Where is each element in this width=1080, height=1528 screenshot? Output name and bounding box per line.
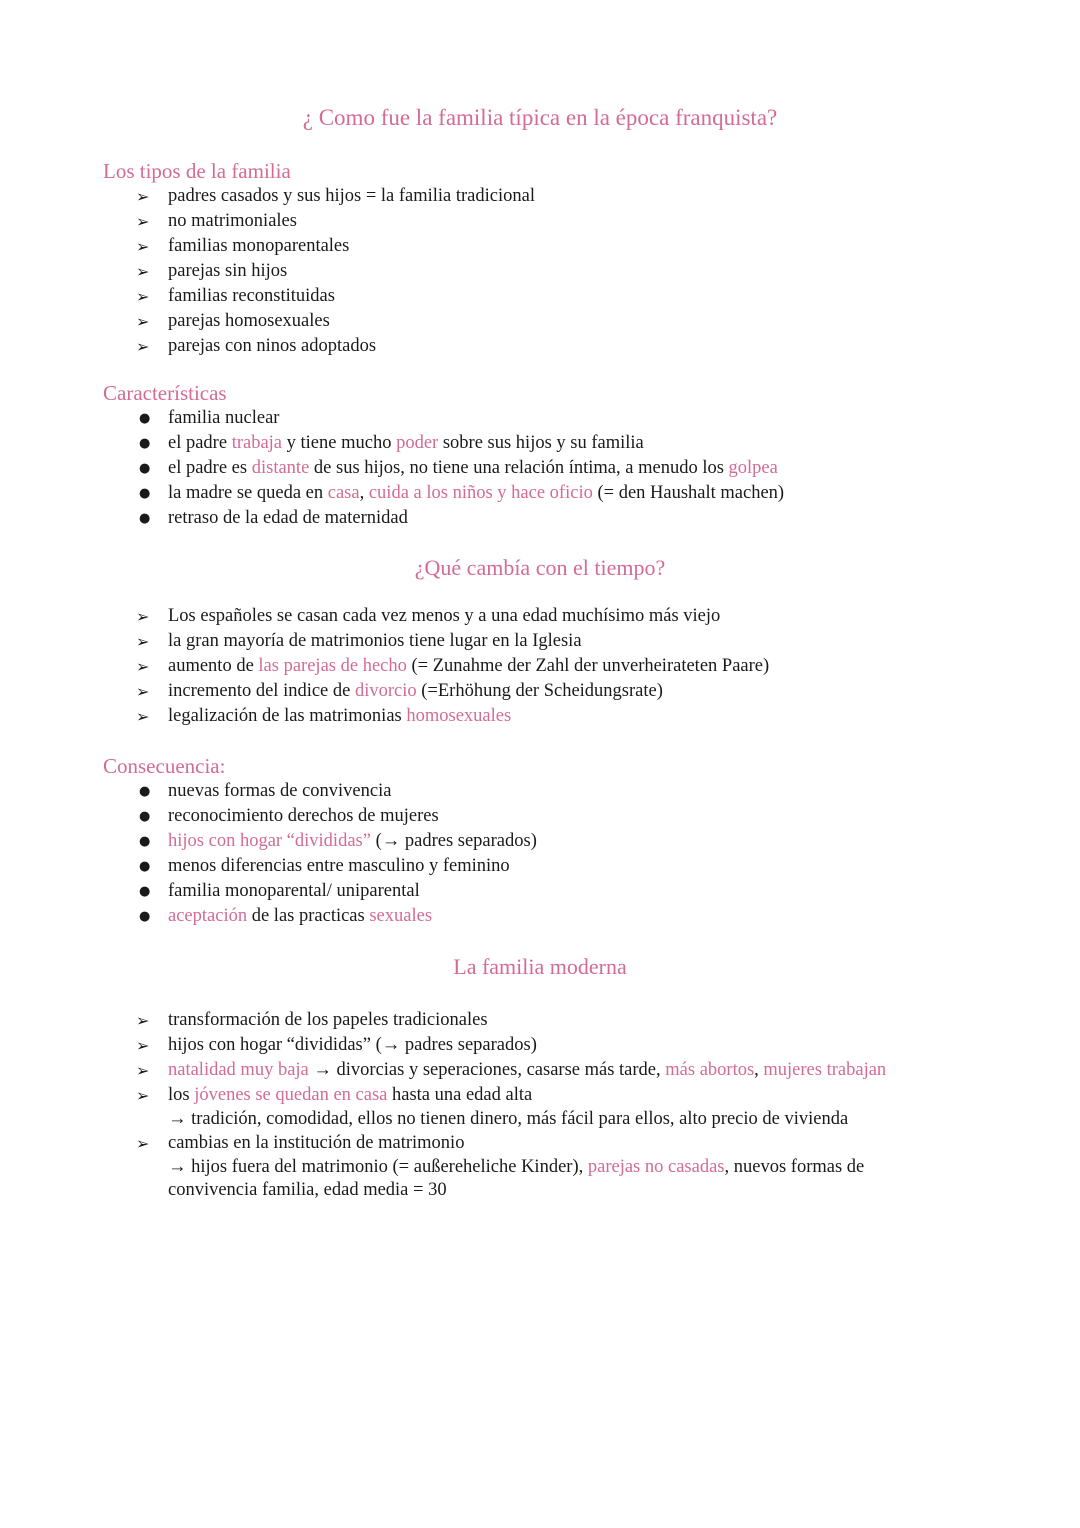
list-item: ● familia nuclear xyxy=(0,406,1000,431)
dot-bullet-icon: ● xyxy=(139,834,151,849)
list-item: ➢ incremento del indice de divorcio (=Erhöhung der Scheidungsrate) xyxy=(0,679,1000,704)
arrow-bullet-icon: ➢ xyxy=(136,262,150,281)
arrow-bullet-icon: ➢ xyxy=(136,707,150,726)
arrow-bullet-icon: ➢ xyxy=(136,607,150,626)
list-item: ➢ legalización de las matrimonias homosexuales xyxy=(0,704,1000,729)
arrow-bullet-icon: ➢ xyxy=(136,1086,150,1105)
cambios-list xyxy=(0,604,1000,729)
arrow-bullet-icon: ➢ xyxy=(136,287,150,306)
list-item: ● aceptación de las practicas sexuales xyxy=(0,904,1000,929)
arrow-bullet-icon: ➢ xyxy=(136,1061,150,1080)
arrow-bullet-icon: ➢ xyxy=(136,337,150,356)
list-item: ● nuevas formas de convivencia xyxy=(0,779,1000,804)
arrow-bullet-icon: ➢ xyxy=(136,632,150,651)
list-item: ➢ aumento de las parejas de hecho (= Zunahme der Zahl der unverheirateten Paare) xyxy=(0,654,1000,679)
dot-bullet-icon: ● xyxy=(139,511,151,526)
list-item: ➢ familias reconstituidas xyxy=(0,284,1000,309)
list-item: ● hijos con hogar “divididas” (→ padres separados) xyxy=(0,829,1000,854)
list-item: ➢ hijos con hogar “divididas” (→ padres separados) xyxy=(0,1033,1000,1058)
subtitle-cambia: ¿Qué cambía con el tiempo? xyxy=(414,555,666,580)
arrow-bullet-icon: ➢ xyxy=(136,1134,150,1153)
tipos-list xyxy=(0,184,1000,359)
list-item: ➢ la gran mayoría de matrimonios tiene lugar en la Iglesia xyxy=(0,629,1000,654)
dot-bullet-icon: ● xyxy=(139,859,151,874)
list-item: ● el padre trabaja y tiene mucho poder sobre sus hijos y su familia xyxy=(0,431,1000,456)
section-heading-consecuencia: Consecuencia: xyxy=(103,754,226,778)
arrow-bullet-icon: ➢ xyxy=(136,682,150,701)
list-item: ● familia monoparental/ uniparental xyxy=(0,879,1000,904)
arrow-bullet-icon: ➢ xyxy=(136,657,150,676)
list-item: ➢ padres casados y sus hijos = la familia tradicional xyxy=(0,184,1000,209)
arrow-bullet-icon: ➢ xyxy=(136,212,150,231)
list-item: ➢ familias monoparentales xyxy=(0,234,1000,259)
dot-bullet-icon: ● xyxy=(139,436,151,451)
arrow-bullet-icon: ➢ xyxy=(136,1036,150,1055)
list-item: ● reconocimiento derechos de mujeres xyxy=(0,804,1000,829)
arrow-bullet-icon: ➢ xyxy=(136,187,150,206)
list-item: ● menos diferencias entre masculino y feminino xyxy=(0,854,1000,879)
dot-bullet-icon: ● xyxy=(139,784,151,799)
dot-bullet-icon: ● xyxy=(139,486,151,501)
section-heading-tipos: Los tipos de la familia xyxy=(103,159,291,183)
list-item: ➢ no matrimoniales xyxy=(0,209,1000,234)
dot-bullet-icon: ● xyxy=(139,809,151,824)
list-item: ➢ los jóvenes se quedan en casa hasta una edad alta → tradición, comodidad, ellos no tienen dinero, más fácil para ellos, alto precio de vivienda xyxy=(136,1085,849,1129)
list-item: ➢ Los españoles se casan cada vez menos y a una edad muchísimo más viejo xyxy=(0,604,1000,629)
list-item: ● el padre es distante de sus hijos, no tiene una relación íntima, a menudo los golpea xyxy=(0,456,1000,481)
list-item: ➢ cambias en la institución de matrimonio → hijos fuera del matrimonio (= außereheliche Kinder), parejas no casadas, nuevos formas de convivencia familia, edad media = 30 xyxy=(136,1133,865,1200)
dot-bullet-icon: ● xyxy=(139,461,151,476)
section-heading-caracteristicas: Características xyxy=(103,381,227,405)
list-item: ● retraso de la edad de maternidad xyxy=(0,506,1000,531)
dot-bullet-icon: ● xyxy=(139,411,151,426)
list-item: ➢ natalidad muy baja → divorcias y seperaciones, casarse más tarde, más abortos, mujeres trabajan xyxy=(0,1058,1000,1083)
list-item: ➢ transformación de los papeles tradicionales xyxy=(0,1008,1000,1033)
arrow-bullet-icon: ➢ xyxy=(136,1011,150,1030)
list-item: ➢ parejas sin hijos xyxy=(0,259,1000,284)
list-item: ➢ parejas homosexuales xyxy=(0,309,1000,334)
caracteristicas-list xyxy=(0,406,1000,531)
subtitle-moderna: La familia moderna xyxy=(453,954,627,979)
list-item: ● la madre se queda en casa, cuida a los niños y hace oficio (= den Haushalt machen) xyxy=(0,481,1000,506)
page-title: ¿ Como fue la familia típica en la época franquista? xyxy=(302,105,778,130)
list-item: ➢ parejas con ninos adoptados xyxy=(0,334,1000,359)
arrow-bullet-icon: ➢ xyxy=(136,312,150,331)
dot-bullet-icon: ● xyxy=(139,884,151,899)
dot-bullet-icon: ● xyxy=(139,909,151,924)
arrow-bullet-icon: ➢ xyxy=(136,237,150,256)
moderna-list xyxy=(0,1008,1000,1202)
consecuencia-list xyxy=(0,779,1000,929)
